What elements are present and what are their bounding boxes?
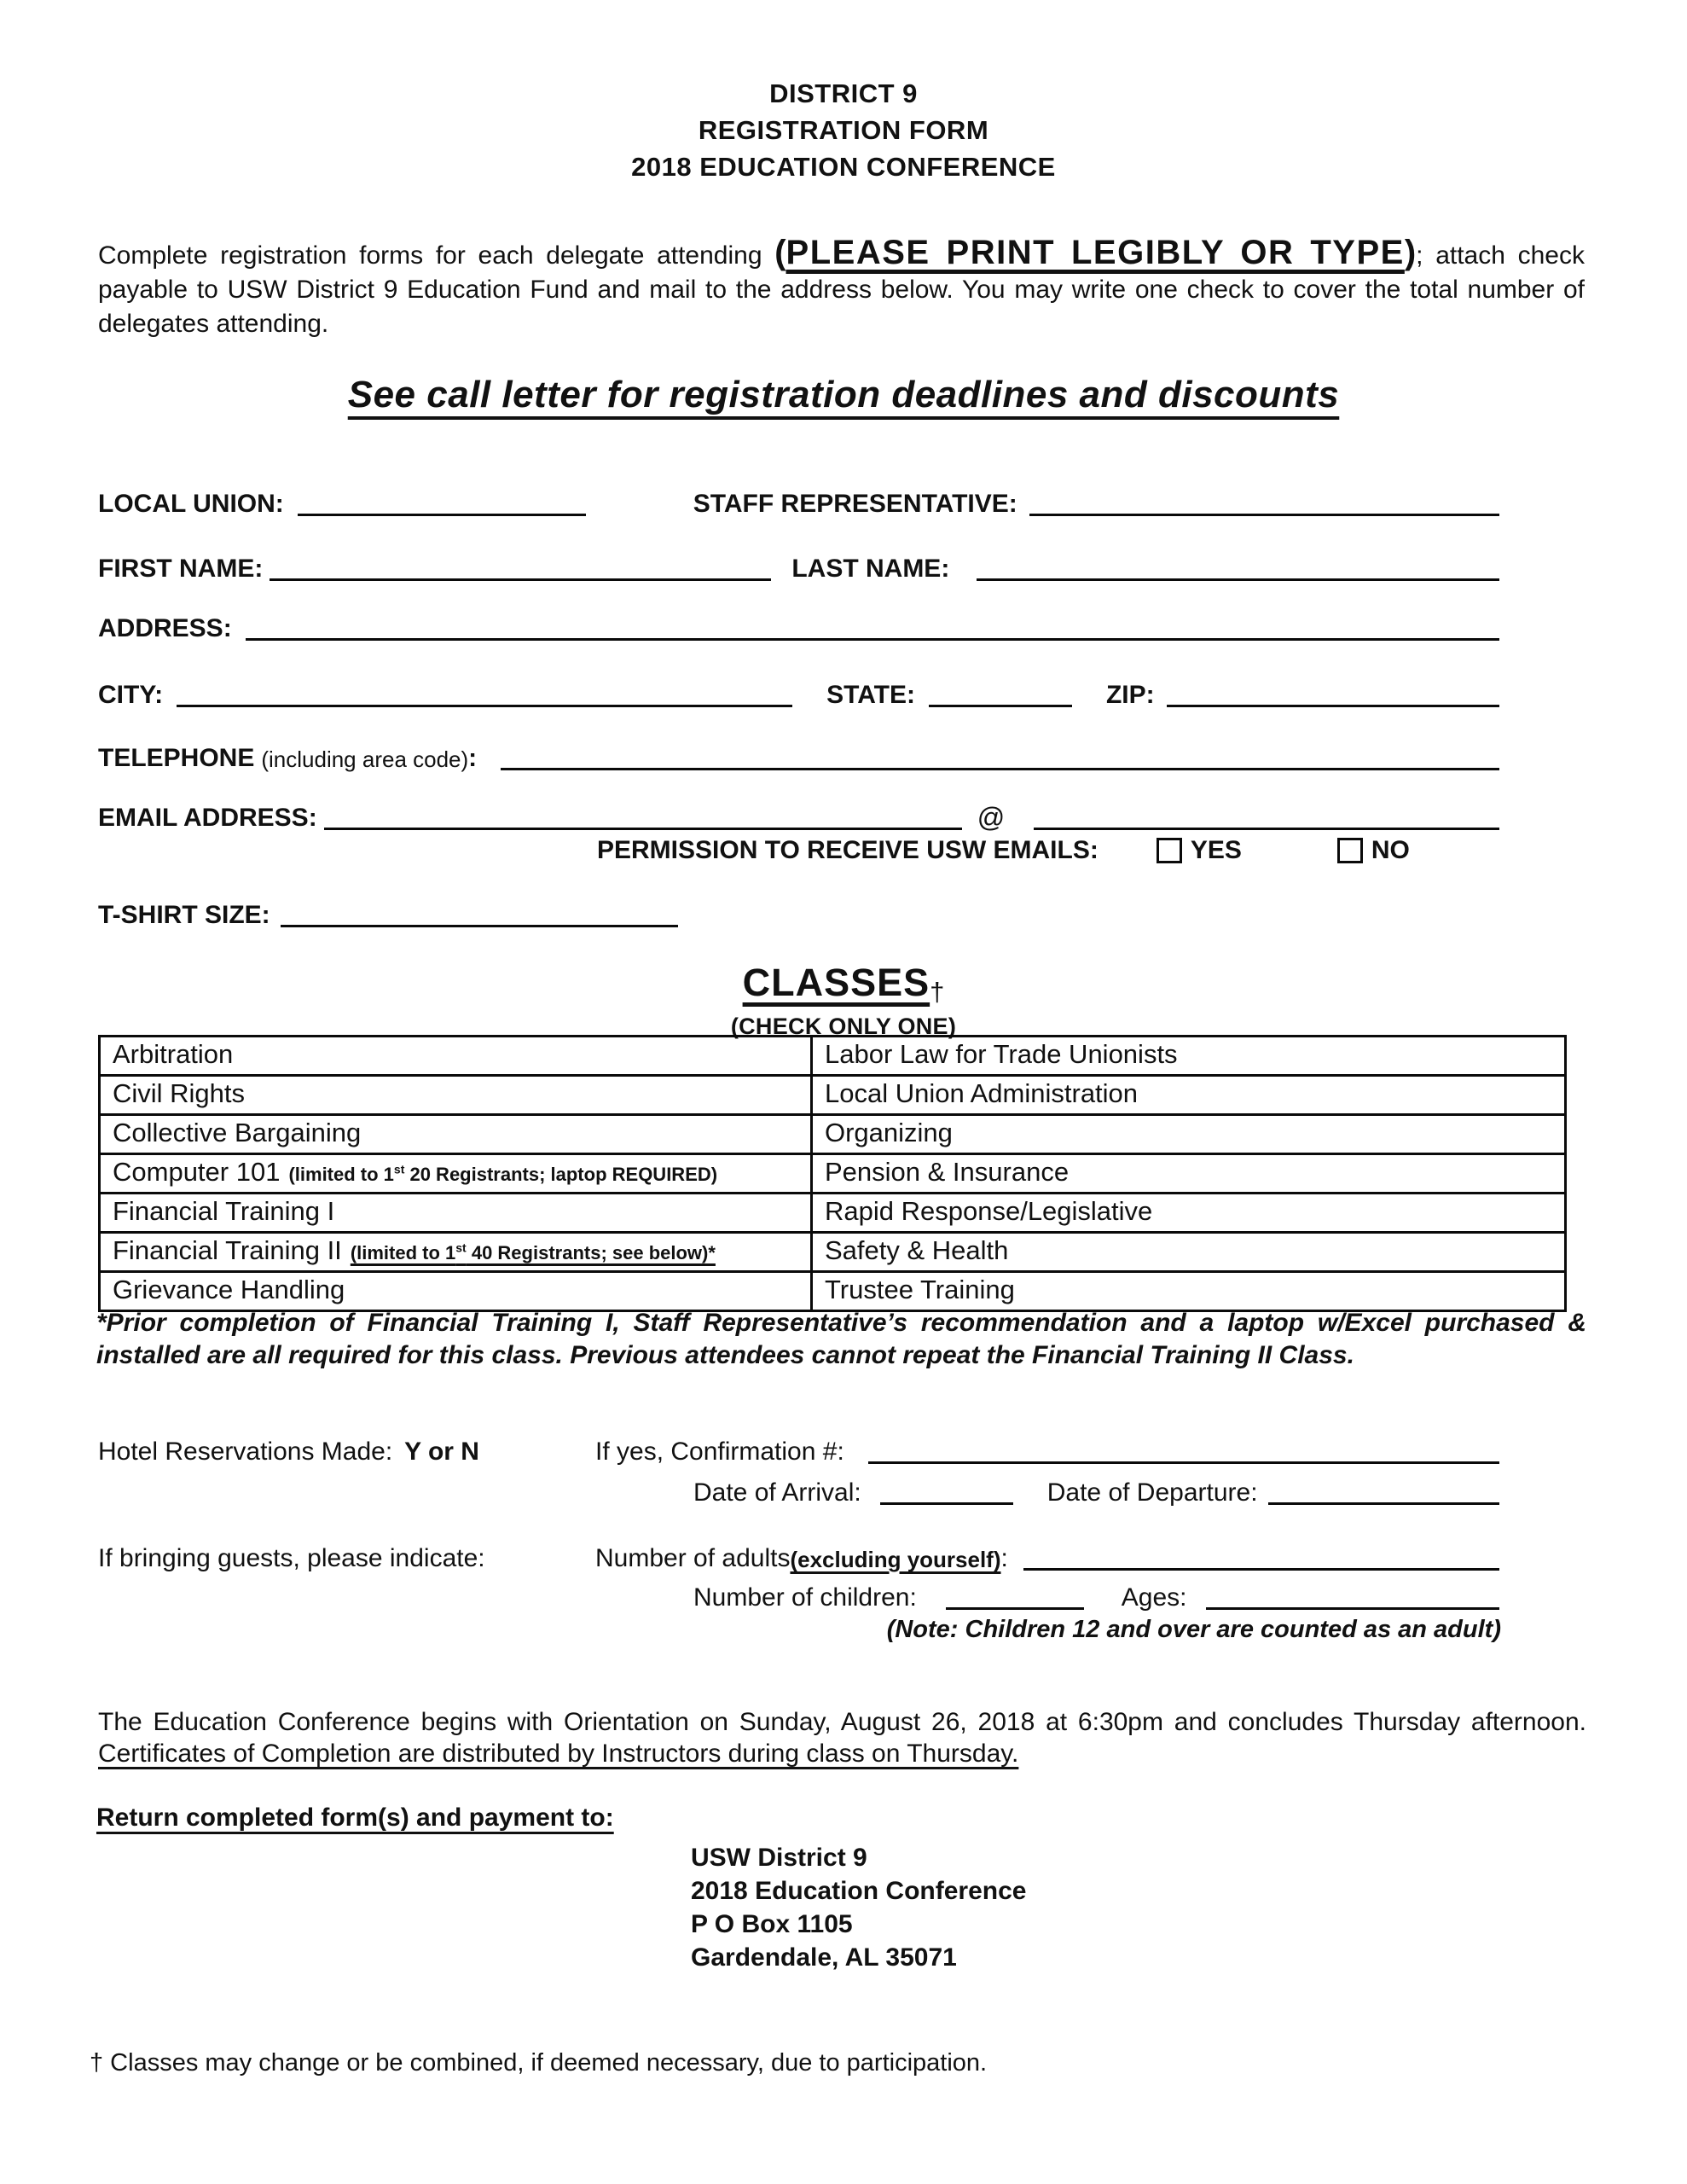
class-label: Grievance Handling <box>113 1275 345 1304</box>
title-form: REGISTRATION FORM <box>698 115 989 145</box>
name-row <box>98 551 1499 584</box>
intro-print-legibly-emphasis: PLEASE PRINT LEGIBLY OR TYPE <box>786 234 1405 271</box>
intro-text-start: Complete registration forms for each delegate attending <box>98 241 775 270</box>
table-row <box>100 1272 1566 1311</box>
hotel-y-or-n[interactable]: Y or N <box>404 1438 479 1466</box>
local-union-field-line[interactable] <box>298 514 586 516</box>
class-label: Collective Bargaining <box>113 1118 362 1147</box>
state-label: STATE: <box>826 681 915 709</box>
permission-row <box>597 836 1410 865</box>
city-state-zip-row <box>98 677 1499 710</box>
ages-label: Ages: <box>1121 1583 1187 1612</box>
arrival-departure-row <box>693 1475 1499 1507</box>
class-label: Local Union Administration <box>825 1078 1139 1108</box>
class-label: Rapid Response/Legislative <box>825 1196 1153 1226</box>
telephone-label: TELEPHONE <box>98 744 255 772</box>
state-field-line[interactable] <box>929 705 1072 707</box>
class-label: Trustee Training <box>825 1275 1015 1304</box>
last-name-label: LAST NAME: <box>791 555 950 583</box>
table-row <box>100 1233 1566 1272</box>
email-user-field-line[interactable] <box>324 828 962 830</box>
financial-training-2-limit-note: (limited to 1st 40 Registrants; see below)* <box>350 1240 716 1263</box>
address-label: ADDRESS: <box>98 614 232 642</box>
excluding-yourself-note: (excluding yourself) <box>790 1547 1001 1572</box>
class-label: Safety & Health <box>825 1235 1009 1265</box>
permission-yes-label: YES <box>1190 836 1242 864</box>
permission-yes-checkbox[interactable] <box>1157 838 1182 863</box>
date-of-departure-label: Date of Departure: <box>1046 1478 1258 1507</box>
class-label: Labor Law for Trade Unionists <box>825 1039 1178 1069</box>
tshirt-size-field-line[interactable] <box>281 925 678 927</box>
class-label: Civil Rights <box>113 1078 246 1108</box>
conference-schedule-paragraph <box>98 1706 1586 1769</box>
certificates-underlined-text: Certificates of Completion are distributed by Instructors during class on Thursday. <box>98 1740 1019 1768</box>
classes-title: CLASSES <box>742 961 930 1004</box>
children-ages-row <box>693 1580 1499 1612</box>
last-name-field-line[interactable] <box>977 578 1499 581</box>
zip-field-line[interactable] <box>1167 705 1499 707</box>
classes-heading <box>0 961 1687 1040</box>
bringing-guests-label: If bringing guests, please indicate: <box>98 1544 485 1572</box>
class-label: Financial Training II <box>113 1235 342 1265</box>
date-of-departure-field-line[interactable] <box>1268 1502 1499 1505</box>
telephone-colon: : <box>468 744 478 772</box>
table-row <box>100 1154 1566 1194</box>
number-of-children-label: Number of children: <box>693 1583 917 1612</box>
class-option-safety-health[interactable] <box>812 1233 1566 1272</box>
tshirt-row <box>98 897 1499 930</box>
class-label: Computer 101 <box>113 1157 281 1187</box>
intro-text-rest: ; attach check payable to USW District 9 Education Fund and mail to the address below. You may write one check to cover the total number of delegates attending. <box>98 241 1585 338</box>
classes-dagger-mark: † <box>930 977 945 1007</box>
class-option-organizing[interactable] <box>812 1115 1566 1154</box>
class-option-financial-training-2[interactable] <box>100 1233 812 1272</box>
date-of-arrival-field-line[interactable] <box>880 1502 1013 1505</box>
adults-colon: : <box>1000 1544 1008 1572</box>
class-label: Arbitration <box>113 1039 234 1069</box>
class-option-rapid-response[interactable] <box>812 1194 1566 1233</box>
number-of-children-field-line[interactable] <box>946 1607 1084 1610</box>
title-district: DISTRICT 9 <box>769 78 918 108</box>
intro-paragraph <box>98 235 1585 341</box>
schedule-text: The Education Conference begins with Orientation on Sunday, August 26, 2018 at 6:30pm and concludes Thursday afternoon. <box>98 1708 1586 1736</box>
class-option-collective-bargaining[interactable] <box>100 1115 812 1154</box>
telephone-field-line[interactable] <box>501 768 1499 770</box>
date-of-arrival-label: Date of Arrival: <box>693 1478 861 1507</box>
call-letter-banner: See call letter for registration deadlines and discounts <box>347 374 1340 415</box>
first-name-label: FIRST NAME: <box>98 555 264 583</box>
table-row <box>100 1194 1566 1233</box>
guests-adults-row <box>98 1541 1499 1573</box>
staff-representative-label: STAFF REPRESENTATIVE: <box>693 490 1017 518</box>
local-union-label: LOCAL UNION: <box>98 490 284 518</box>
financial-training-footnote: *Prior completion of Financial Training I, Staff Representative’s recommendation and a laptop w/Excel purchased & installed are all required for this class. Previous attendees cannot repeat the Financial Training II Class. <box>96 1309 1586 1369</box>
address-line-org: USW District 9 <box>691 1844 867 1872</box>
class-option-trustee-training[interactable] <box>812 1272 1566 1311</box>
tshirt-size-label: T-SHIRT SIZE: <box>98 901 270 929</box>
return-payment-heading: Return completed form(s) and payment to: <box>96 1804 614 1832</box>
confirmation-number-label: If yes, Confirmation #: <box>595 1438 844 1466</box>
mailing-address-block <box>691 1841 1026 1974</box>
ages-field-line[interactable] <box>1206 1607 1499 1610</box>
zip-label: ZIP: <box>1105 681 1155 709</box>
hotel-reservations-row <box>98 1434 1499 1467</box>
email-domain-field-line[interactable] <box>1034 828 1499 830</box>
table-row <box>100 1037 1566 1076</box>
address-line-pobox: P O Box 1105 <box>691 1910 853 1938</box>
class-option-arbitration[interactable] <box>100 1037 812 1076</box>
class-option-labor-law[interactable] <box>812 1037 1566 1076</box>
classes-change-disclaimer: † Classes may change or be combined, if deemed necessary, due to participation. <box>90 2049 988 2077</box>
class-label: Financial Training I <box>113 1196 335 1226</box>
city-label: CITY: <box>98 681 164 709</box>
intro-close-paren: ) <box>1404 234 1417 271</box>
email-address-label: EMAIL ADDRESS: <box>98 804 317 832</box>
children-counted-note: (Note: Children 12 and over are counted as an adult) <box>886 1616 1501 1643</box>
title-conference: 2018 EDUCATION CONFERENCE <box>631 152 1056 182</box>
telephone-area-code-note: (including area code) <box>261 746 469 772</box>
intro-open-paren: ( <box>774 234 786 271</box>
address-row <box>98 611 1499 643</box>
address-field-line[interactable] <box>246 638 1499 641</box>
email-row <box>98 800 1499 833</box>
at-sign: @ <box>977 802 1006 833</box>
class-option-grievance-handling[interactable] <box>100 1272 812 1311</box>
class-option-local-union-admin[interactable] <box>812 1076 1566 1115</box>
permission-no-checkbox[interactable] <box>1337 838 1363 863</box>
hotel-reservations-label: Hotel Reservations Made: <box>98 1438 393 1466</box>
table-row <box>100 1115 1566 1154</box>
number-of-adults-label: Number of adults <box>595 1544 791 1572</box>
first-name-field-line[interactable] <box>270 578 771 581</box>
class-option-computer-101[interactable] <box>100 1154 812 1194</box>
class-option-financial-training-1[interactable] <box>100 1194 812 1233</box>
table-row <box>100 1076 1566 1115</box>
class-label: Organizing <box>825 1118 953 1147</box>
number-of-adults-field-line[interactable] <box>1023 1568 1499 1571</box>
class-option-pension-insurance[interactable] <box>812 1154 1566 1194</box>
form-title <box>0 75 1687 185</box>
address-line-city: Gardendale, AL 35071 <box>691 1943 957 1972</box>
telephone-row <box>98 741 1499 773</box>
permission-no-label: NO <box>1371 836 1410 864</box>
class-label: Pension & Insurance <box>825 1157 1070 1187</box>
check-only-one-note: (CHECK ONLY ONE) <box>730 1014 957 1039</box>
class-option-civil-rights[interactable] <box>100 1076 812 1115</box>
local-union-row <box>98 486 1499 519</box>
address-line-event: 2018 Education Conference <box>691 1877 1027 1905</box>
permission-label: PERMISSION TO RECEIVE USW EMAILS: <box>597 836 1099 864</box>
classes-table <box>98 1035 1567 1312</box>
staff-representative-field-line[interactable] <box>1029 514 1499 516</box>
confirmation-number-field-line[interactable] <box>868 1461 1499 1464</box>
computer-101-limit-note: (limited to 1st 20 Registrants; laptop REQUIRED) <box>288 1162 718 1185</box>
city-field-line[interactable] <box>177 705 792 707</box>
